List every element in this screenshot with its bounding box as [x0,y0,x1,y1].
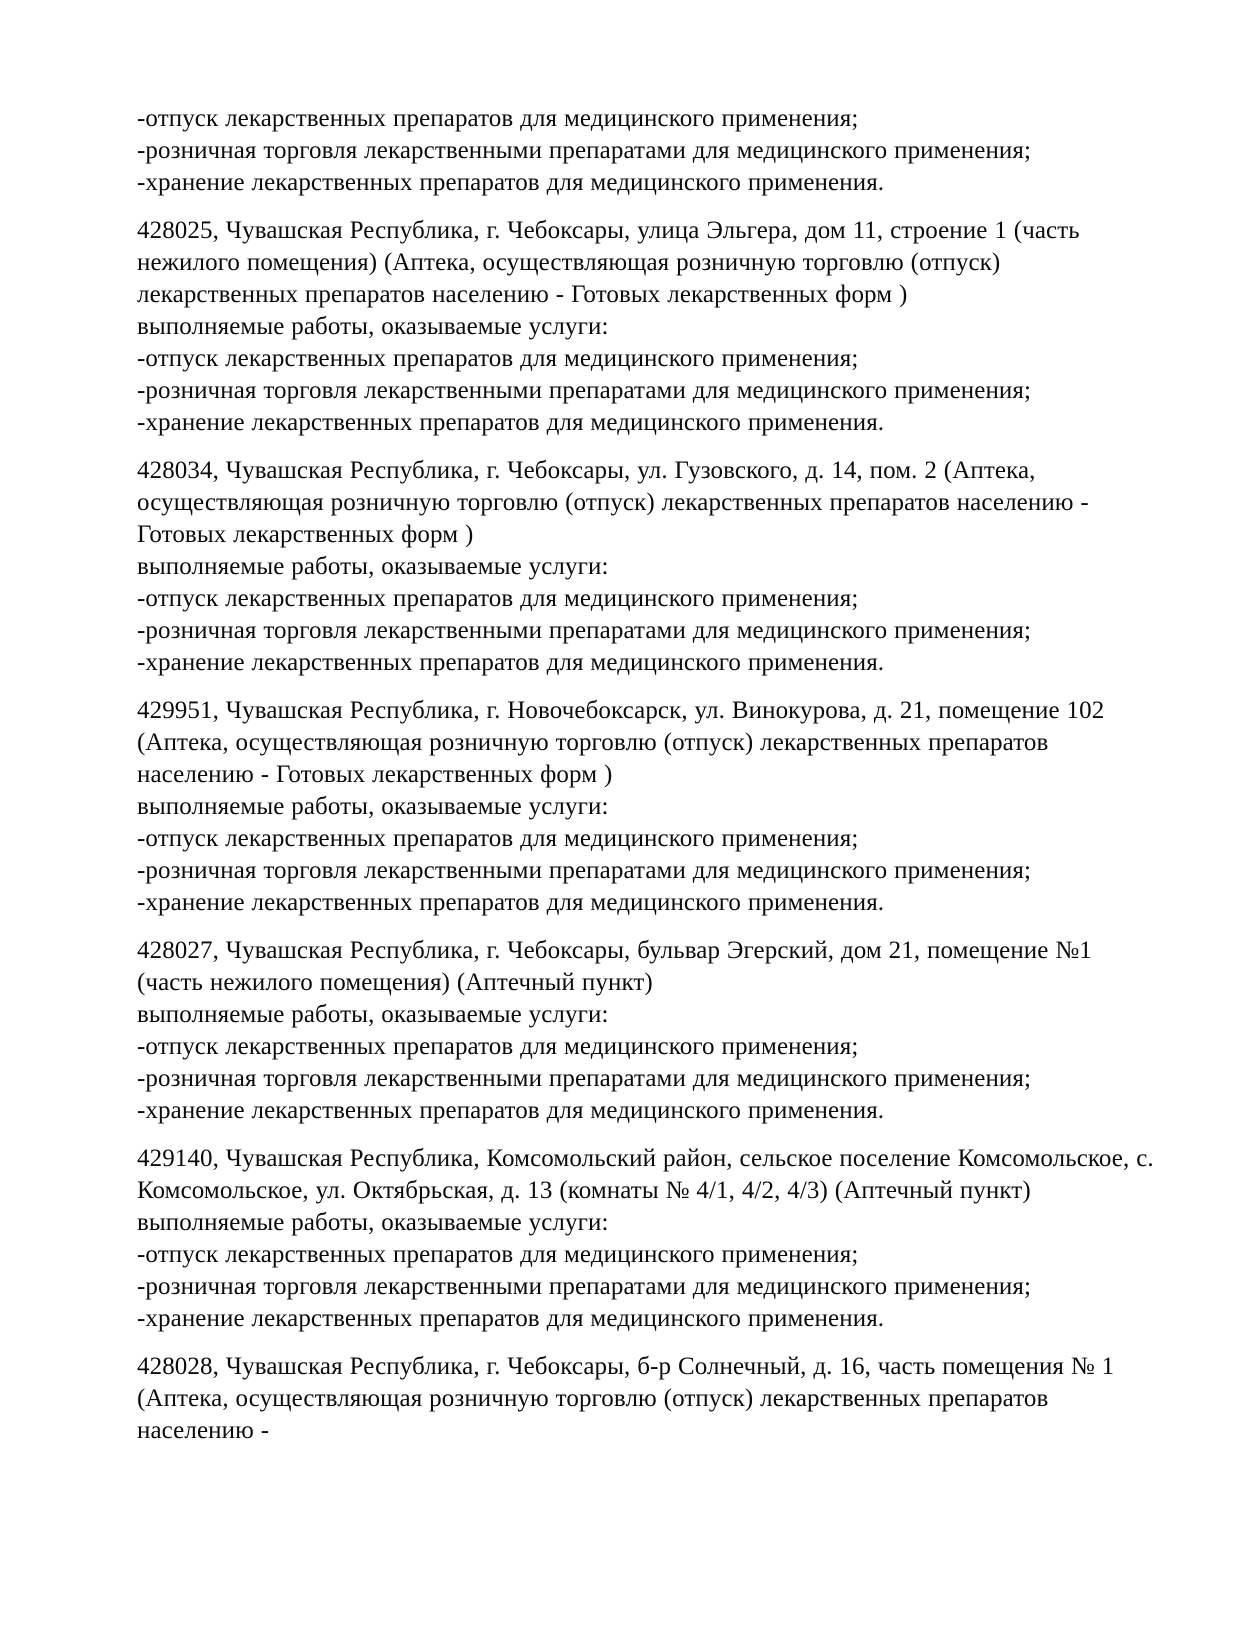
entry-address: 428034, Чувашская Республика, г. Чебоксары, ул. Гузовского, д. 14, пом. 2 (Аптека, осуществляющая розничную торговлю (отпуск) лекарственных препаратов населению - Готовых лекарственных форм ) [137,457,1089,548]
document-body [137,103,1157,1447]
service-line: -отпуск лекарственных препаратов для медицинского применения; [137,345,859,372]
service-line: -отпуск лекарственных препаратов для медицинского применения; [137,585,859,612]
entry-address: 429951, Чувашская Республика, г. Новочебоксарск, ул. Винокурова, д. 21, помещение 102 (Аптека, осуществляющая розничную торговлю (отпуск) лекарственных препаратов населению - Готовых лекарственных форм ) [137,697,1105,788]
entry-works-label: выполняемые работы, оказываемые услуги: [137,1209,609,1236]
service-line: -отпуск лекарственных препаратов для медицинского применения; [137,105,859,132]
entries [137,215,1157,1447]
entry-services [137,343,1157,439]
entry-address: 428028, Чувашская Республика, г. Чебоксары, б-р Солнечный, д. 16, часть помещения № 1 (Аптека, осуществляющая розничную торговлю (отпуск) лекарственных препаратов населению - [137,1353,1115,1444]
service-line: -розничная торговля лекарственными препаратами для медицинского применения; [137,1273,1032,1300]
entry-works-label: выполняемые работы, оказываемые услуги: [137,1001,609,1028]
license-entry [137,215,1157,439]
service-line: -розничная торговля лекарственными препаратами для медицинского применения; [137,857,1032,884]
service-line: -отпуск лекарственных препаратов для медицинского применения; [137,825,859,852]
license-entry [137,455,1157,679]
service-line: -отпуск лекарственных препаратов для медицинского применения; [137,1033,859,1060]
entry-services [137,823,1157,919]
entry-works-label: выполняемые работы, оказываемые услуги: [137,313,609,340]
license-entry [137,935,1157,1127]
intro-services [137,103,1157,199]
service-line: -розничная торговля лекарственными препаратами для медицинского применения; [137,377,1032,404]
service-line: -хранение лекарственных препаратов для медицинского применения. [137,409,885,436]
entry-services [137,1239,1157,1335]
license-entry [137,695,1157,919]
entry-services [137,583,1157,679]
service-line: -отпуск лекарственных препаратов для медицинского применения; [137,1241,859,1268]
entry-address: 428025, Чувашская Республика, г. Чебоксары, улица Эльгера, дом 11, строение 1 (часть нежилого помещения) (Аптека, осуществляющая розничную торговлю (отпуск) лекарственных препаратов населению - Готовых лекарственных форм ) [137,217,1080,308]
service-line: -хранение лекарственных препаратов для медицинского применения. [137,1305,885,1332]
service-line: -розничная торговля лекарственными препаратами для медицинского применения; [137,617,1032,644]
service-line: -хранение лекарственных препаратов для медицинского применения. [137,649,885,676]
license-entry [137,1143,1157,1335]
entry-works-label: выполняемые работы, оказываемые услуги: [137,793,609,820]
entry-services [137,1031,1157,1127]
entry-address: 429140, Чувашская Республика, Комсомольский район, сельское поселение Комсомольское, с. Комсомольское, ул. Октябрьская, д. 13 (комнаты № 4/1, 4/2, 4/3) (Аптечный пункт) [137,1145,1154,1204]
service-line: -хранение лекарственных препаратов для медицинского применения. [137,889,885,916]
entry-address: 428027, Чувашская Республика, г. Чебоксары, бульвар Эгерский, дом 21, помещение №1 (часть нежилого помещения) (Аптечный пункт) [137,937,1092,996]
service-line: -розничная торговля лекарственными препаратами для медицинского применения; [137,1065,1032,1092]
entry-works-label: выполняемые работы, оказываемые услуги: [137,553,609,580]
service-line: -розничная торговля лекарственными препаратами для медицинского применения; [137,137,1032,164]
service-line: -хранение лекарственных препаратов для медицинского применения. [137,169,885,196]
service-line: -хранение лекарственных препаратов для медицинского применения. [137,1097,885,1124]
license-entry [137,1351,1157,1447]
